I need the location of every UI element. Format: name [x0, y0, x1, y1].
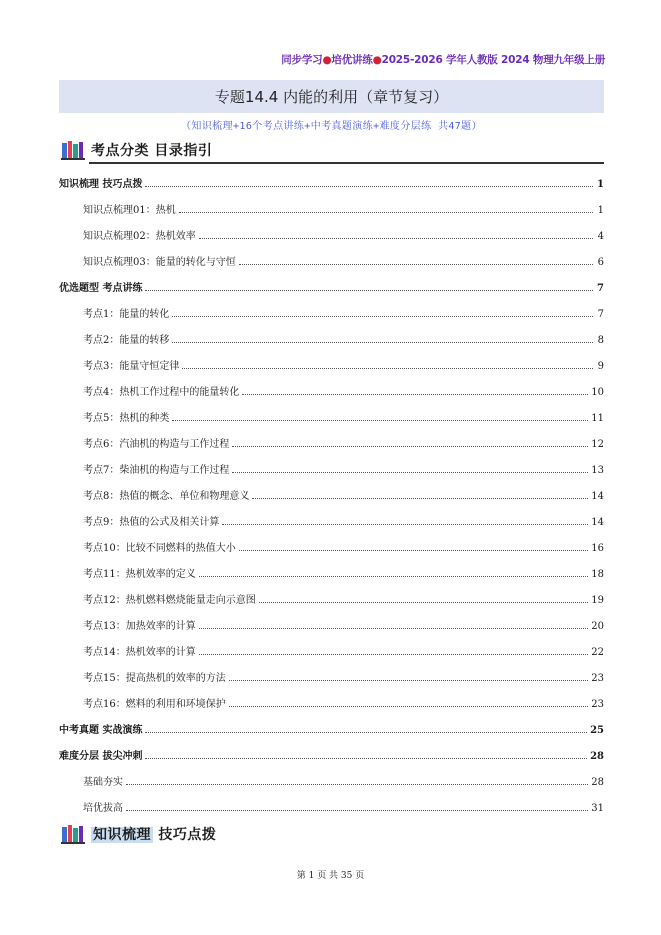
- books-icon: [61, 824, 85, 844]
- knowledge-section-title: [91, 824, 216, 844]
- toc-entry-page: 7: [597, 283, 604, 294]
- toc-entry-title: 考点14：热机效率的计算: [83, 647, 196, 658]
- toc-row[interactable]: [59, 718, 604, 736]
- bullet-dot-icon: ●: [372, 54, 382, 66]
- toc-entry-title: 考点10：比较不同燃料的热值大小: [83, 543, 236, 554]
- toc-entry-title: 考点2：能量的转移: [83, 335, 170, 346]
- leader-dots: [222, 523, 588, 525]
- toc-entry-page: 22: [591, 647, 604, 658]
- toc-entry-page: 20: [591, 621, 604, 632]
- page-title: 专题14.4 内能的利用（章节复习）: [214, 88, 449, 106]
- toc-row[interactable]: [59, 796, 604, 814]
- leader-dots: [172, 341, 593, 343]
- toc-entry-page: 18: [591, 569, 604, 580]
- toc-row[interactable]: [59, 198, 604, 216]
- toc-entry-title: 考点7：柴油机的构造与工作过程: [83, 465, 230, 476]
- toc-entry-page: 19: [591, 595, 604, 606]
- toc-entry-title: 知识点梳理01：热机: [83, 205, 176, 216]
- toc-entry-title: 考点16：燃料的利用和环境保护: [83, 699, 226, 710]
- toc-entry-page: 28: [591, 777, 604, 788]
- toc-entry-page: 23: [591, 699, 604, 710]
- leader-dots: [182, 367, 593, 369]
- toc-entry-page: 31: [591, 803, 604, 814]
- knowledge-section-header: [59, 822, 604, 848]
- toc-entry-title: 难度分层 拔尖冲刺: [59, 751, 143, 762]
- leader-dots: [126, 783, 588, 785]
- toc-entry-title: 考点11：热机效率的定义: [83, 569, 196, 580]
- toc-row[interactable]: [59, 458, 604, 476]
- toc-entry-title: 考点4：热机工作过程中的能量转化: [83, 387, 240, 398]
- series-header: [215, 52, 605, 67]
- toc-entry-page: 9: [597, 361, 604, 372]
- directory-section-title: 考点分类 目录指引: [91, 143, 213, 159]
- toc-entry-title: 知识点梳理02：热机效率: [83, 231, 196, 242]
- leader-dots: [199, 653, 589, 655]
- toc-entry-page: 23: [591, 673, 604, 684]
- leader-dots: [239, 549, 589, 551]
- toc-entry-page: 16: [591, 543, 604, 554]
- toc-entry-title: 中考真题 实战演练: [59, 725, 143, 736]
- leader-dots: [145, 757, 587, 759]
- toc-entry-title: 基础夯实: [83, 777, 123, 788]
- section-divider: [89, 162, 604, 164]
- toc-row[interactable]: [59, 302, 604, 320]
- leader-dots: [145, 289, 593, 291]
- toc-row[interactable]: [59, 692, 604, 710]
- leader-dots: [199, 575, 589, 577]
- toc-row[interactable]: [59, 666, 604, 684]
- toc-row[interactable]: [59, 614, 604, 632]
- toc-entry-page: 14: [591, 491, 604, 502]
- toc-entry-title: 考点5：热机的种类: [83, 413, 170, 424]
- toc-entry-title: 考点1：能量的转化: [83, 309, 170, 320]
- toc-entry-title: 培优拔高: [83, 803, 123, 814]
- toc-row[interactable]: [59, 354, 604, 372]
- toc-entry-page: 8: [597, 335, 604, 346]
- toc-row[interactable]: [59, 172, 604, 190]
- toc-row[interactable]: [59, 250, 604, 268]
- toc-entry-page: 11: [591, 413, 604, 424]
- toc-row[interactable]: [59, 276, 604, 294]
- books-icon: [61, 140, 85, 160]
- toc-entry-page: 1: [597, 205, 604, 216]
- toc-entry-title: 知识点梳理03：能量的转化与守恒: [83, 257, 236, 268]
- leader-dots: [172, 315, 593, 317]
- header-part-2: 培优讲练: [331, 54, 373, 66]
- toc-row[interactable]: [59, 770, 604, 788]
- toc-row[interactable]: [59, 744, 604, 762]
- leader-dots: [145, 731, 587, 733]
- toc-entry-page: 6: [597, 257, 604, 268]
- leader-dots: [252, 497, 588, 499]
- toc-row[interactable]: [59, 562, 604, 580]
- leader-dots: [232, 471, 588, 473]
- toc-entry-page: 28: [590, 751, 604, 762]
- toc-row[interactable]: [59, 484, 604, 502]
- toc-entry-page: 13: [591, 465, 604, 476]
- leader-dots: [199, 627, 589, 629]
- toc-row[interactable]: [59, 432, 604, 450]
- header-part-1: 同步学习: [281, 54, 323, 66]
- leader-dots: [126, 809, 588, 811]
- toc-entry-title: 考点13：加热效率的计算: [83, 621, 196, 632]
- page-footer: 第 1 页 共 35 页: [296, 871, 365, 881]
- toc-entry-title: 知识梳理 技巧点拨: [59, 179, 143, 190]
- toc-row[interactable]: [59, 640, 604, 658]
- bullet-dot-icon: ●: [322, 54, 332, 66]
- knowledge-title-part-2: 技巧点拨: [158, 827, 217, 843]
- toc-entry-page: 4: [597, 231, 604, 242]
- knowledge-title-part-1: 知识梳理: [93, 827, 151, 843]
- toc-row[interactable]: [59, 380, 604, 398]
- toc-entry-title: 考点8：热值的概念、单位和物理意义: [83, 491, 250, 502]
- leader-dots: [145, 185, 593, 187]
- toc-row[interactable]: [59, 588, 604, 606]
- toc-entry-page: 7: [597, 309, 604, 320]
- toc-row[interactable]: [59, 224, 604, 242]
- leader-dots: [199, 237, 593, 239]
- toc-row[interactable]: [59, 536, 604, 554]
- leader-dots: [259, 601, 589, 603]
- directory-section-header: [59, 138, 604, 164]
- leader-dots: [172, 419, 588, 421]
- toc-row[interactable]: [59, 510, 604, 528]
- toc-entry-page: 10: [591, 387, 604, 398]
- toc-entry-title: 优选题型 考点讲练: [59, 283, 143, 294]
- toc-entry-title: 考点6：汽油机的构造与工作过程: [83, 439, 230, 450]
- toc-entry-page: 12: [591, 439, 604, 450]
- leader-dots: [239, 263, 593, 265]
- toc-entry-page: 25: [590, 725, 604, 736]
- leader-dots: [232, 445, 588, 447]
- header-part-3: 2025-2026 学年人教版 2024 物理九年级上册: [381, 54, 605, 66]
- toc-entry-title: 考点12：热机燃料燃烧能量走向示意图: [83, 595, 256, 606]
- subtitle: （知识梳理+16个考点讲练+中考真题演练+难度分层练 共47题）: [181, 121, 482, 132]
- leader-dots: [229, 705, 589, 707]
- toc-row[interactable]: [59, 406, 604, 424]
- toc-entry-title: 考点9：热值的公式及相关计算: [83, 517, 220, 528]
- toc-entry-page: 1: [597, 179, 604, 190]
- title-band: [59, 80, 604, 113]
- toc-entry-title: 考点3：能量守恒定律: [83, 361, 180, 372]
- toc-entry-page: 14: [591, 517, 604, 528]
- toc-row[interactable]: [59, 328, 604, 346]
- leader-dots: [229, 679, 589, 681]
- toc-entry-title: 考点15：提高热机的效率的方法: [83, 673, 226, 684]
- leader-dots: [179, 211, 593, 213]
- leader-dots: [242, 393, 588, 395]
